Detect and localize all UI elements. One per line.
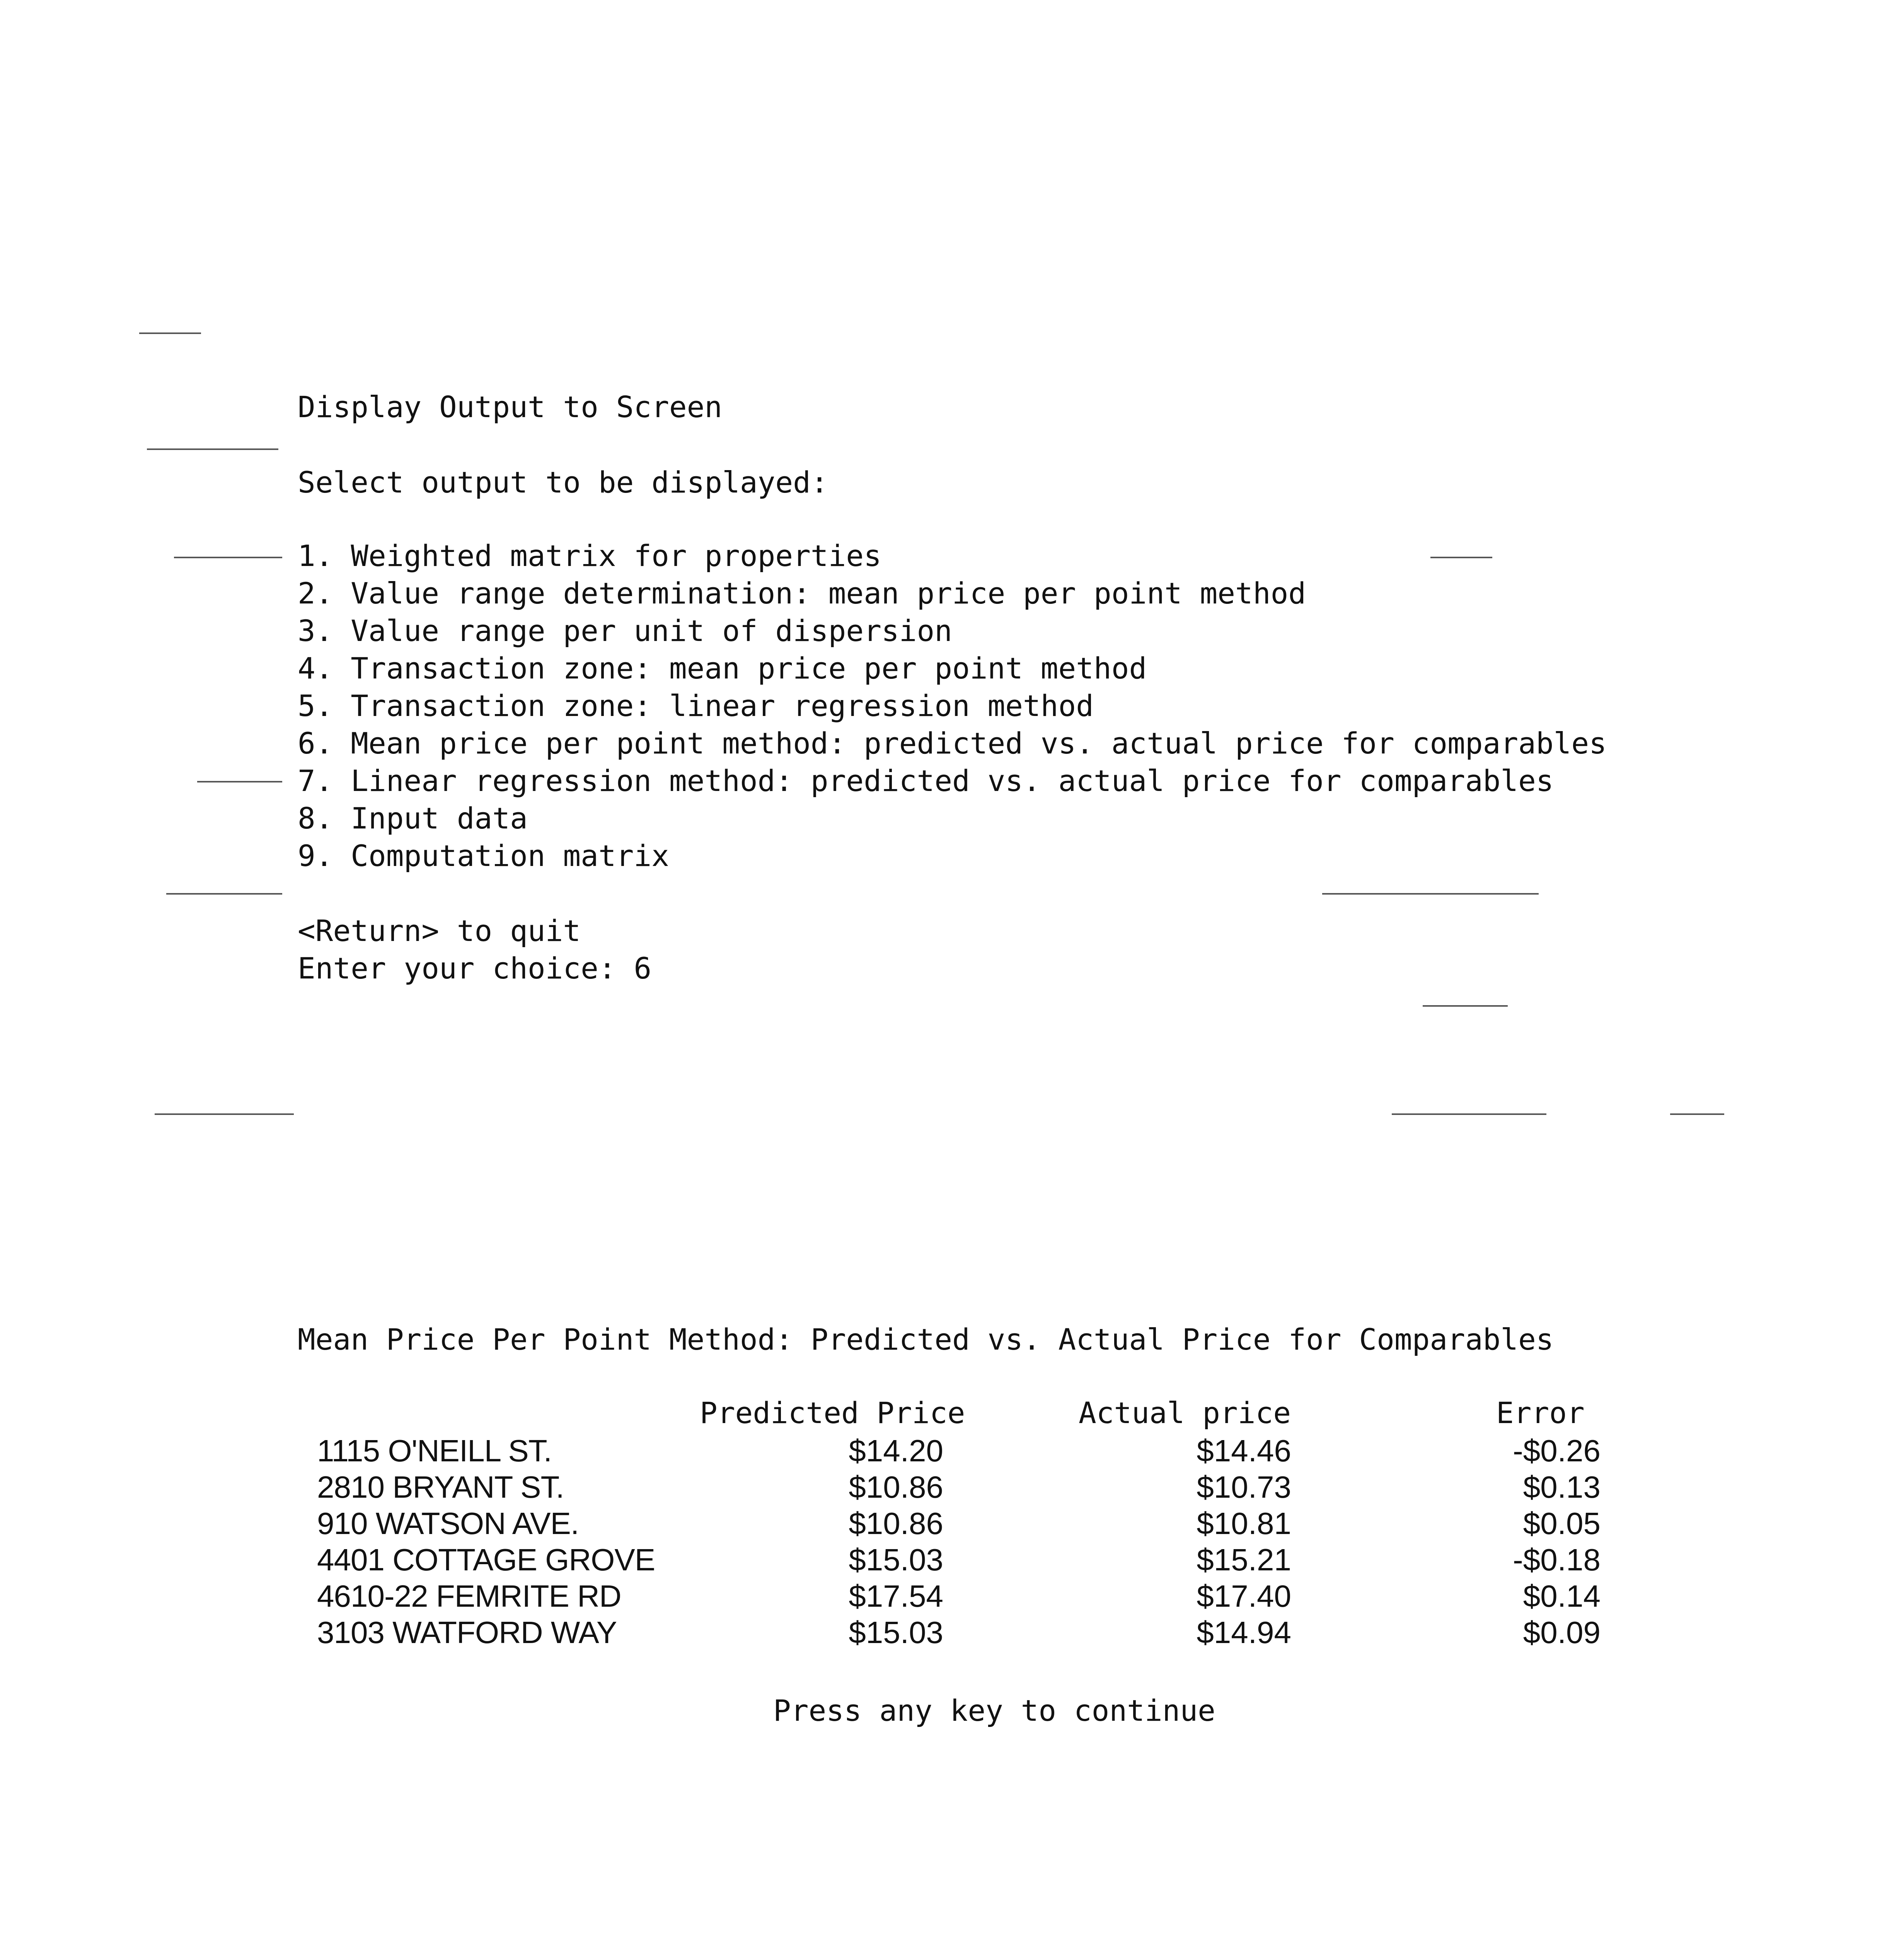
header-predicted: Predicted Price (700, 1396, 965, 1430)
cell-predicted: $17.54 (849, 1579, 943, 1613)
menu-item-8[interactable]: 8. Input data (298, 801, 528, 835)
cell-predicted: $14.20 (849, 1434, 943, 1468)
table-row (0, 1505, 1904, 1542)
header-error: Error (1496, 1396, 1585, 1430)
menu-item-9[interactable]: 9. Computation matrix (298, 839, 669, 873)
cell-address: 1115 O'NEILL ST. (317, 1434, 552, 1468)
select-prompt: Select output to be displayed: (298, 465, 828, 499)
scan-dash (1423, 1005, 1508, 1007)
cell-predicted: $10.86 (849, 1506, 943, 1541)
cell-actual: $14.46 (1197, 1434, 1291, 1468)
scan-dash (1392, 1113, 1546, 1115)
results-title: Mean Price Per Point Method: Predicted vs. Actual Price for Comparables (298, 1322, 1554, 1357)
scan-dash (1670, 1113, 1724, 1115)
cell-error: $0.09 (1523, 1615, 1601, 1650)
header-actual: Actual price (1079, 1396, 1291, 1430)
cell-address: 4401 COTTAGE GROVE (317, 1543, 655, 1577)
cell-actual: $14.94 (1197, 1615, 1291, 1650)
table-row (0, 1614, 1904, 1651)
cell-predicted: $10.86 (849, 1470, 943, 1504)
cell-error: -$0.18 (1513, 1543, 1601, 1577)
cell-address: 910 WATSON AVE. (317, 1506, 579, 1541)
table-row (0, 1541, 1904, 1578)
scan-dash (1322, 893, 1539, 895)
cell-actual: $17.40 (1197, 1579, 1291, 1613)
choice-input[interactable]: Enter your choice: 6 (298, 951, 652, 985)
scan-dash (1430, 557, 1492, 558)
menu-item-6[interactable]: 6. Mean price per point method: predicted vs. actual price for comparables (298, 726, 1607, 760)
cell-error: $0.14 (1523, 1579, 1601, 1613)
scan-dash (166, 893, 282, 895)
cell-address: 2810 BRYANT ST. (317, 1470, 564, 1504)
scan-dash (197, 781, 282, 782)
cell-error: -$0.26 (1513, 1434, 1601, 1468)
cell-error: $0.05 (1523, 1506, 1601, 1541)
scan-dash (139, 332, 201, 334)
cell-error: $0.13 (1523, 1470, 1601, 1504)
menu-item-4[interactable]: 4. Transaction zone: mean price per point method (298, 651, 1147, 685)
table-row (0, 1578, 1904, 1615)
cell-actual: $10.73 (1197, 1470, 1291, 1504)
scan-dash (147, 448, 278, 450)
menu-item-2[interactable]: 2. Value range determination: mean price per point method (298, 576, 1306, 610)
menu-item-7[interactable]: 7. Linear regression method: predicted vs. actual price for comparables (298, 764, 1554, 798)
cell-address: 4610-22 FEMRITE RD (317, 1579, 621, 1613)
menu-item-3[interactable]: 3. Value range per unit of dispersion (298, 614, 952, 648)
table-row (0, 1432, 1904, 1469)
cell-actual: $10.81 (1197, 1506, 1291, 1541)
scan-dash (174, 557, 282, 558)
continue-hint: Press any key to continue (773, 1693, 1215, 1728)
cell-predicted: $15.03 (849, 1615, 943, 1650)
screen-title: Display Output to Screen (298, 390, 723, 424)
quit-hint: <Return> to quit (298, 914, 581, 948)
cell-actual: $15.21 (1197, 1543, 1291, 1577)
scan-dash (155, 1113, 294, 1115)
menu-item-1[interactable]: 1. Weighted matrix for properties (298, 539, 881, 573)
cell-predicted: $15.03 (849, 1543, 943, 1577)
cell-address: 3103 WATFORD WAY (317, 1615, 617, 1650)
menu-item-5[interactable]: 5. Transaction zone: linear regression method (298, 689, 1094, 723)
table-row (0, 1469, 1904, 1506)
